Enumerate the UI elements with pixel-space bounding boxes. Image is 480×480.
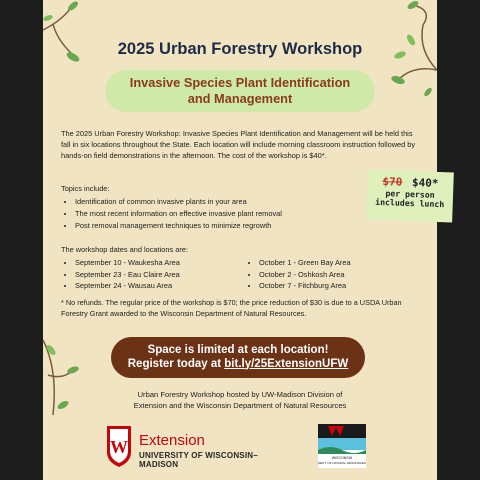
- list-item: • October 2 - Oshkosh Area: [259, 269, 429, 281]
- subtitle-banner: [105, 70, 375, 112]
- list-item: • The most recent information on effective invasive plant removal: [75, 208, 375, 220]
- dnr-line-2: DEPT. OF NATURAL RESOURCES: [318, 461, 366, 465]
- dates-heading: The workshop dates and locations are:: [61, 245, 188, 254]
- subtitle-line-1: Invasive Species Plant Identification: [129, 75, 351, 90]
- university-wordmark: UNIVERSITY OF WISCONSIN–MADISON: [139, 451, 258, 469]
- host-line-2: Extension and the Wisconsin Department of Natural Resources: [133, 400, 347, 410]
- cta-line-1: Space is limited at each location!: [147, 344, 329, 356]
- host-line-1: Urban Forestry Workshop hosted by UW-Madison Division of: [137, 390, 343, 399]
- topics-heading: Topics include:: [61, 184, 110, 193]
- crest-letter: W: [110, 437, 128, 457]
- list-item: • September 23 - Eau Claire Area: [75, 269, 245, 281]
- extension-wordmark: Extension: [139, 432, 205, 449]
- registration-banner: [111, 337, 365, 378]
- uw-crest-icon: [105, 424, 133, 468]
- workshop-title: 2025 Urban Forestry Workshop: [117, 40, 363, 58]
- list-item: • September 10 - Waukesha Area: [75, 257, 245, 269]
- branch-bottom-left-decoration: [43, 330, 88, 420]
- list-item: • Post removal management techniques to minimize regrowth: [75, 220, 375, 232]
- workshop-flyer: [43, 0, 445, 480]
- list-item: • October 1 - Green Bay Area: [259, 257, 429, 269]
- wisconsin-dnr-logo: [318, 424, 366, 468]
- subtitle-line-2: and Management: [187, 91, 293, 106]
- dates-list-september: [61, 257, 245, 292]
- list-item: • October 7 - Fitchburg Area: [259, 280, 429, 292]
- list-item: • September 24 - Wausau Area: [75, 280, 245, 292]
- price-includes-lunch: includes lunch: [375, 196, 445, 210]
- cta-line-2-prefix: Register today at: [127, 357, 222, 370]
- registration-link[interactable]: bit.ly/25ExtensionUFW: [224, 357, 349, 370]
- host-credits: [83, 390, 397, 411]
- dnr-line-1: WISCONSIN: [331, 456, 353, 460]
- old-price: $70: [382, 175, 403, 189]
- uw-extension-logo: [105, 424, 295, 470]
- list-item: • Identification of common invasive plants in your area: [75, 196, 375, 208]
- price-sticky-note: [366, 170, 454, 223]
- new-price: $40*: [411, 176, 439, 190]
- topics-list: [61, 196, 375, 232]
- intro-paragraph: The 2025 Urban Forestry Workshop: Invasive Species Plant Identification and Management will be held this fall in six locations throughout the State. Each location will include morning classroom instruction followed by hands-on field demonstrations in the afternoon. The cost of the workshop is $40*.: [61, 129, 416, 160]
- dates-list-october: [245, 257, 429, 292]
- price-per-person: per person: [385, 188, 435, 200]
- pricing-footnote: * No refunds. The regular price of the workshop is $70; the price reduction of $30 is due to a USDA Urban Forestry Grant awarded to the Wisconsin Department of Natural Resources.: [61, 298, 402, 318]
